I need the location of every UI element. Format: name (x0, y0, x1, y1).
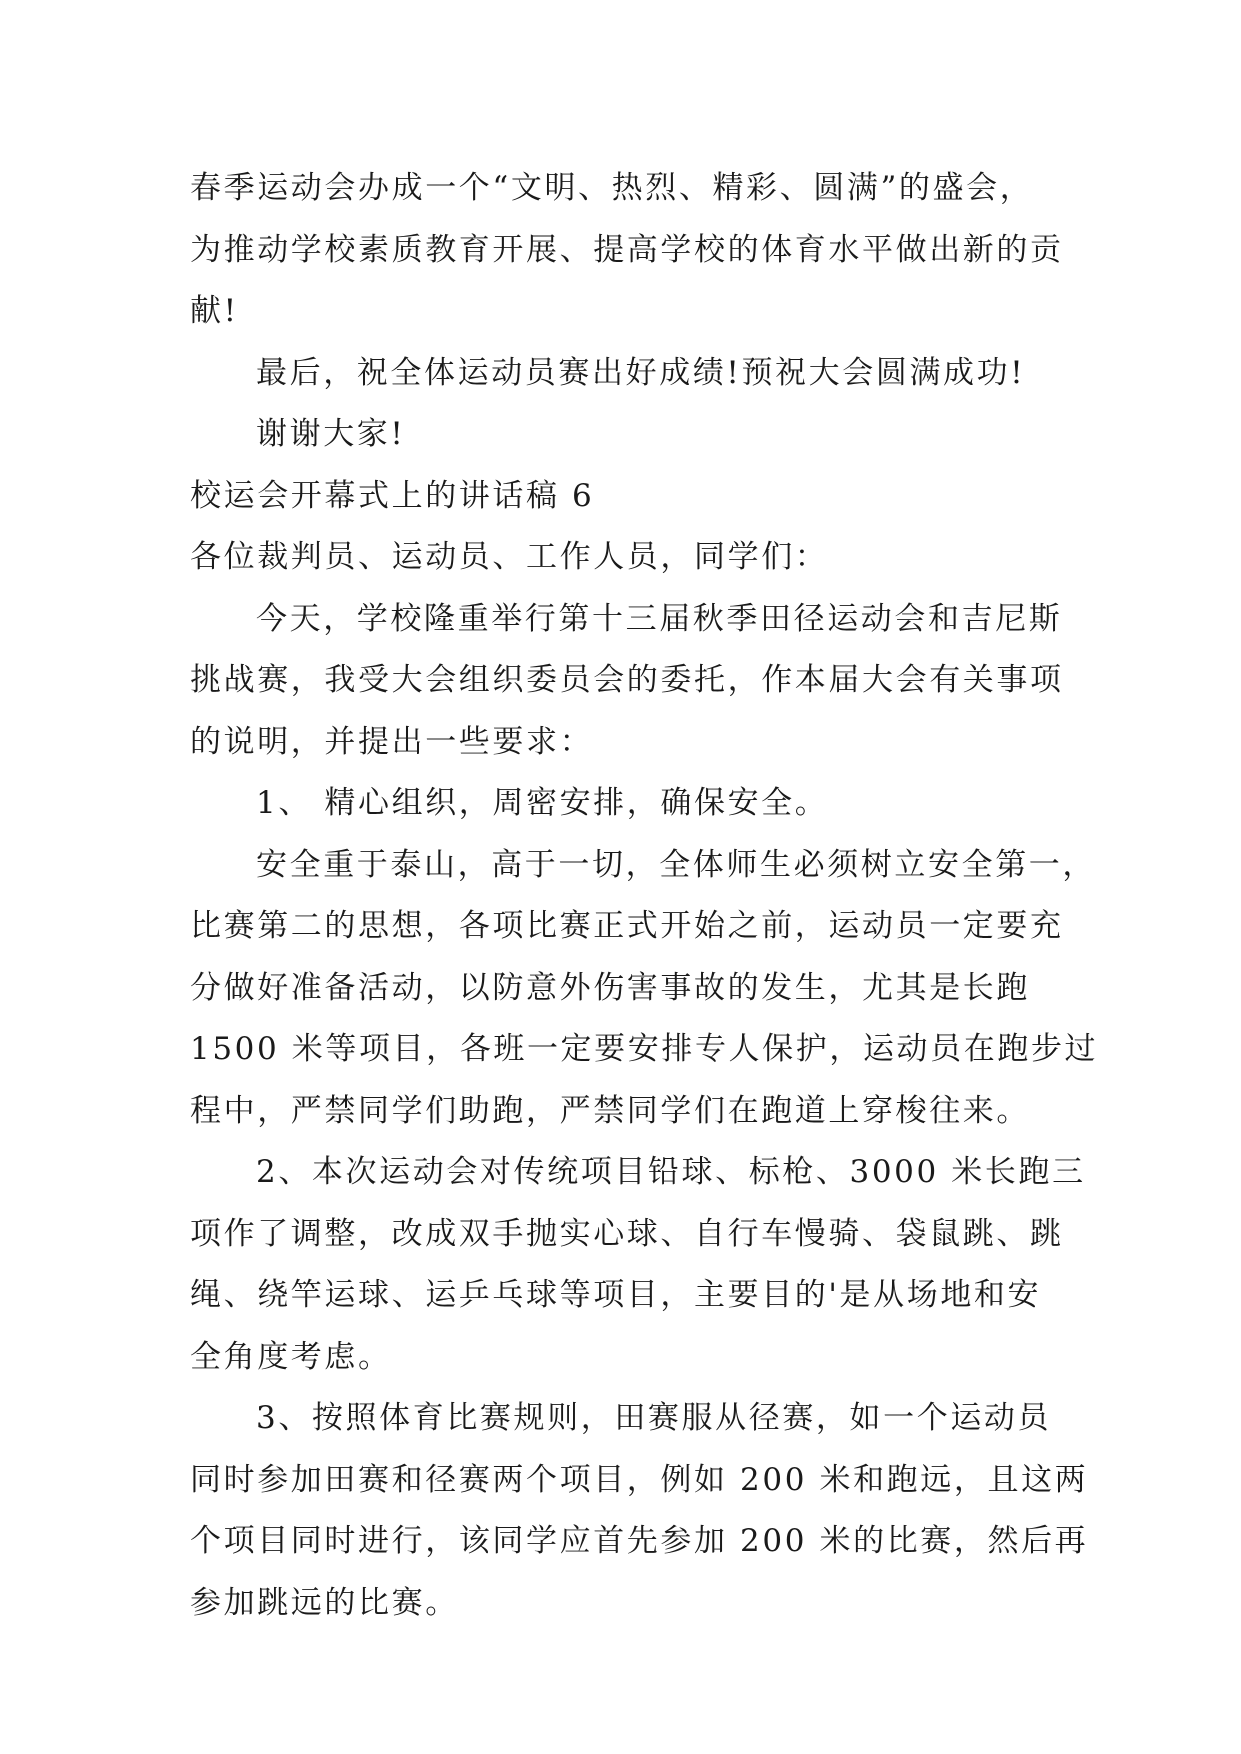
text-line: 谢谢大家! (256, 416, 406, 452)
text-line: 春季运动会办成一个“文明、热烈、精彩、圆满”的盛会， (190, 170, 1034, 206)
document-body (190, 158, 1099, 1634)
text-line: 校运会开幕式上的讲话稿 6 (190, 477, 595, 514)
text-line: 今天，学校隆重举行第十三届秋季田径运动会和吉尼斯 (256, 600, 1063, 637)
text-line: 参加跳远的比赛。 (190, 1584, 459, 1621)
text-line: 比赛第二的思想，各项比赛正式开始之前，运动员一定要充 (190, 908, 1064, 944)
text-line: 绳、绕竿运球、运乒乓球等项目，主要目的'是从场地和安 (190, 1277, 1042, 1313)
text-line: 分做好准备活动，以防意外伤害事故的发生，尤其是长跑 (190, 969, 1030, 1006)
text-line: 献! (190, 293, 239, 329)
text-line: 3、按照体育比赛规则，田赛服从径赛，如一个运动员 (256, 1400, 1052, 1436)
text-line: 挑战赛，我受大会组织委员会的委托，作本届大会有关事项 (190, 662, 1064, 698)
text-line: 程中，严禁同学们助跑，严禁同学们在跑道上穿梭往来。 (190, 1092, 1030, 1129)
text-line: 同时参加田赛和径赛两个项目，例如 200 米和跑远，且这两 (190, 1461, 1089, 1498)
text-line: 个项目同时进行，该同学应首先参加 200 米的比赛，然后再 (190, 1523, 1089, 1559)
text-line: 1500 米等项目，各班一定要安排专人保护，运动员在跑步过 (190, 1031, 1099, 1067)
text-line: 2、本次运动会对传统项目铅球、标枪、3000 米长跑三 (256, 1154, 1086, 1190)
text-line: 为推动学校素质教育开展、提高学校的体育水平做出新的贡 (190, 231, 1064, 268)
text-line: 的说明，并提出一些要求： (190, 723, 594, 760)
text-line: 各位裁判员、运动员、工作人员，同学们： (190, 539, 829, 575)
text-line: 全角度考虑。 (190, 1338, 392, 1375)
text-line: 1、 精心组织，周密安排，确保安全。 (256, 785, 829, 821)
text-line: 安全重于泰山，高于一切，全体师生必须树立安全第一， (256, 846, 1096, 883)
text-line: 项作了调整，改成双手抛实心球、自行车慢骑、袋鼠跳、跳 (190, 1215, 1064, 1252)
text-line: 最后，祝全体运动员赛出好成绩!预祝大会圆满成功! (256, 354, 1026, 391)
